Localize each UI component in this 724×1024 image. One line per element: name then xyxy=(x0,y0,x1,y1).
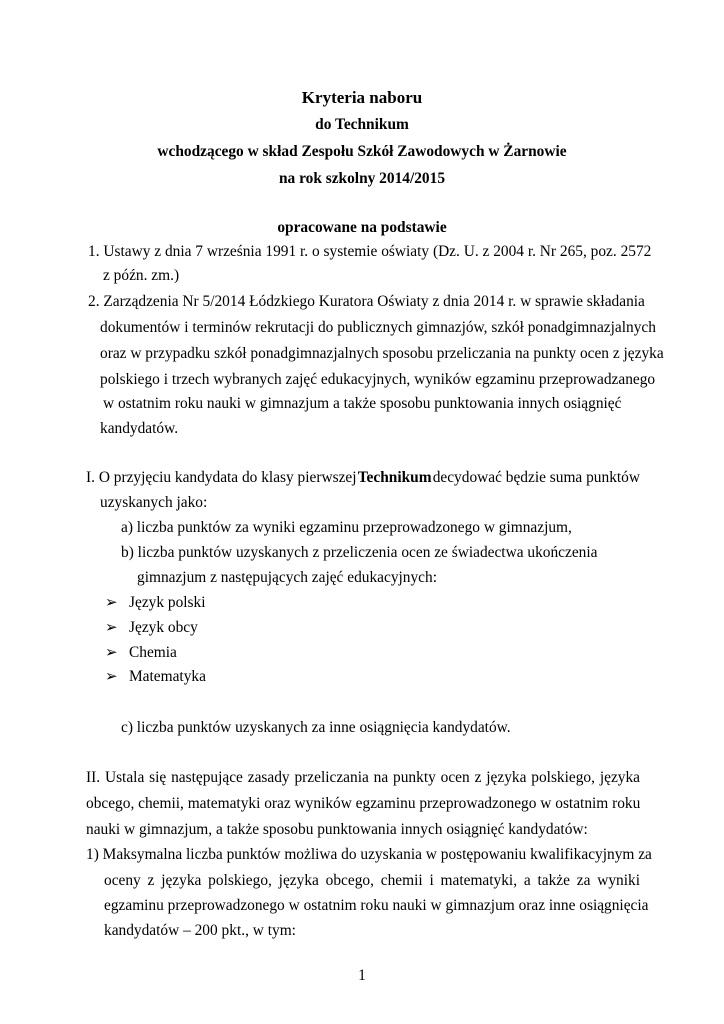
header-line-school-name: wchodzącego w skład Zespołu Szkół Zawodowych w Żarnowie xyxy=(157,143,567,160)
basis-item-1-line-2: z późn. zm.) xyxy=(103,267,180,284)
basis-item-2-line-6: kandydatów. xyxy=(100,420,179,437)
criterion-a: a) liczba punktów za wyniki egzaminu przeprowadzonego w gimnazjum, xyxy=(121,519,572,536)
section-1-intro-line-1 xyxy=(86,468,640,488)
criterion-c: c) liczba punktów uzyskanych za inne osiągnięcia kandydatów. xyxy=(121,719,511,736)
subject-item: Język obcy xyxy=(129,619,198,636)
header-line-school-type: do Technikum xyxy=(315,116,409,133)
rule-1-line-4: kandydatów – 200 pkt., w tym: xyxy=(104,922,296,939)
subject-item: Chemia xyxy=(129,644,177,661)
arrow-bullet-icon: ➢ xyxy=(105,595,118,611)
criterion-b-line-1: b) liczba punktów uzyskanych z przeliczenia ocen ze świadectwa ukończenia xyxy=(121,544,598,561)
arrow-bullet-icon: ➢ xyxy=(105,620,118,636)
section-2-line-2: obcego, chemii, matematyki oraz wyników egzaminu przeprowadzonego w ostatnim roku xyxy=(86,795,641,812)
document-title: Kryteria naboru xyxy=(301,88,423,107)
page-number: 1 xyxy=(358,967,366,984)
section-1-intro-text-end: decydować będzie suma punktów xyxy=(432,469,640,486)
arrow-bullet-icon: ➢ xyxy=(105,645,118,661)
basis-heading: opracowane na podstawie xyxy=(277,219,447,236)
basis-item-2-line-3: oraz w przypadku szkół ponadgimnazjalnych sposobu przeliczania na punkty ocen z języka xyxy=(100,345,664,362)
section-2-line-1: II. Ustala się następujące zasady przeliczania na punkty ocen z języka polskiego, języka xyxy=(86,769,640,786)
technikum-emphasis: Technikum xyxy=(357,469,432,486)
basis-item-2-line-1: 2. Zarządzenia Nr 5/2014 Łódzkiego Kuratora Oświaty z dnia 2014 r. w sprawie składania xyxy=(88,293,645,310)
rule-1-line-1: 1) Maksymalna liczba punktów możliwa do uzyskania w postępowaniu kwalifikacyjnym za xyxy=(86,846,652,863)
rule-1-line-3: egzaminu przeprowadzonego w ostatnim roku nauki w gimnazjum oraz inne osiągnięcia xyxy=(104,897,649,914)
criterion-b-line-2: gimnazjum z następujących zajęć edukacyjnych: xyxy=(137,569,437,586)
rule-1-line-2: oceny z języka polskiego, języka obcego, chemii i matematyki, a także za wyniki xyxy=(104,872,640,889)
section-1-intro-line-2: uzyskanych jako: xyxy=(100,494,208,511)
section-1-intro-text: I. O przyjęciu kandydata do klasy pierwszej xyxy=(86,469,357,486)
header-line-school-year: na rok szkolny 2014/2015 xyxy=(278,170,446,187)
basis-item-2-line-5: w ostatnim roku nauki w gimnazjum a także sposobu punktowania innych osiągnięć xyxy=(103,395,622,412)
basis-item-1-line-1: 1. Ustawy z dnia 7 września 1991 r. o systemie oświaty (Dz. U. z 2004 r. Nr 265, poz. 2572 xyxy=(88,243,652,260)
arrow-bullet-icon: ➢ xyxy=(105,669,118,685)
basis-item-2-line-4: polskiego i trzech wybranych zajęć edukacyjnych, wyników egzaminu przeprowadzanego xyxy=(100,371,656,388)
basis-item-2-line-2: dokumentów i terminów rekrutacji do publicznych gimnazjów, szkół ponadgimnazjalnych xyxy=(100,319,656,336)
subject-item: Język polski xyxy=(129,594,206,611)
section-2-line-3: nauki w gimnazjum, a także sposobu punktowania innych osiągnięć kandydatów: xyxy=(86,821,588,838)
subject-item: Matematyka xyxy=(129,668,206,685)
